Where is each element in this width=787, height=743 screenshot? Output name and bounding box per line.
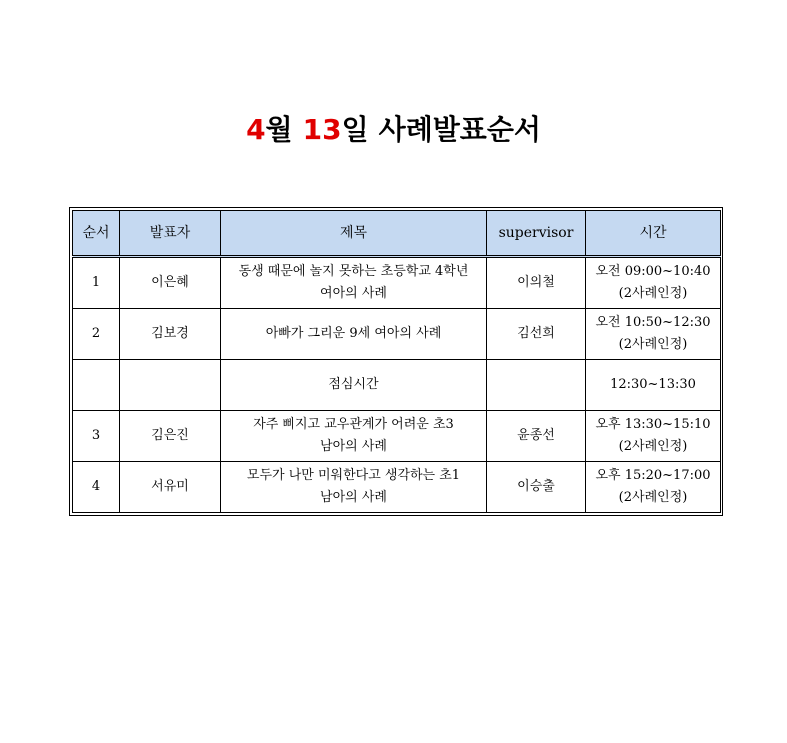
header-title: 제목 xyxy=(221,211,487,257)
presenter-cell xyxy=(120,360,221,411)
title-cell xyxy=(221,309,487,360)
supervisor-cell xyxy=(487,360,586,411)
time-note: (2사례인정) xyxy=(618,286,688,301)
time-line: 오후 13:30~15:10 xyxy=(595,417,711,432)
header-presenter: 발표자 xyxy=(120,211,221,257)
header-supervisor: supervisor xyxy=(487,211,586,257)
time-line: 오후 15:20~17:00 xyxy=(595,468,711,483)
table-row xyxy=(73,411,721,462)
title-cell xyxy=(221,411,487,462)
title-day-number: 13 xyxy=(302,113,342,146)
presenter-cell: 김은진 xyxy=(120,411,221,462)
schedule-table xyxy=(72,210,721,513)
time-line: 오전 09:00~10:40 xyxy=(595,264,711,279)
time-note: (2사례인정) xyxy=(618,337,688,352)
title-month-suffix: 월 xyxy=(265,113,293,146)
time-cell xyxy=(586,360,721,411)
time-cell xyxy=(586,462,721,513)
title-line: 여아의 사례 xyxy=(320,286,387,301)
lunch-label: 점심시간 xyxy=(328,377,379,392)
title-line: 자주 삐지고 교우관계가 어려운 초3 xyxy=(253,417,454,432)
supervisor-cell: 이승출 xyxy=(487,462,586,513)
title-line: 남아의 사례 xyxy=(320,439,387,454)
header-time: 시간 xyxy=(586,211,721,257)
title-line: 모두가 나만 미워한다고 생각하는 초1 xyxy=(246,468,461,483)
title-cell xyxy=(221,257,487,309)
order-cell: 1 xyxy=(73,257,120,309)
time-note: (2사례인정) xyxy=(618,490,688,505)
order-cell xyxy=(73,360,120,411)
time-cell xyxy=(586,257,721,309)
page-title xyxy=(0,108,787,152)
table-row xyxy=(73,309,721,360)
title-day-suffix: 일 xyxy=(341,113,369,146)
title-month-number: 4 xyxy=(246,113,266,146)
order-cell: 3 xyxy=(73,411,120,462)
title-cell xyxy=(221,462,487,513)
title-cell xyxy=(221,360,487,411)
table-row xyxy=(73,257,721,309)
title-text: 사례발표순서 xyxy=(378,113,541,146)
title-line: 남아의 사례 xyxy=(320,490,387,505)
title-line: 아빠가 그리운 9세 여아의 사례 xyxy=(265,326,442,341)
time-cell xyxy=(586,309,721,360)
table-row-lunch xyxy=(73,360,721,411)
order-cell: 2 xyxy=(73,309,120,360)
header-order: 순서 xyxy=(73,211,120,257)
supervisor-cell: 윤종선 xyxy=(487,411,586,462)
supervisor-cell: 이의철 xyxy=(487,257,586,309)
presenter-cell: 김보경 xyxy=(120,309,221,360)
title-line: 동생 때문에 놀지 못하는 초등학교 4학년 xyxy=(238,264,469,279)
table-row xyxy=(73,462,721,513)
table-header-row xyxy=(73,211,721,257)
schedule-table-frame xyxy=(69,207,723,516)
time-cell xyxy=(586,411,721,462)
time-note: (2사례인정) xyxy=(618,439,688,454)
presenter-cell: 서유미 xyxy=(120,462,221,513)
presenter-cell: 이은혜 xyxy=(120,257,221,309)
order-cell: 4 xyxy=(73,462,120,513)
time-line: 12:30~13:30 xyxy=(610,377,696,392)
time-line: 오전 10:50~12:30 xyxy=(595,315,711,330)
supervisor-cell: 김선희 xyxy=(487,309,586,360)
